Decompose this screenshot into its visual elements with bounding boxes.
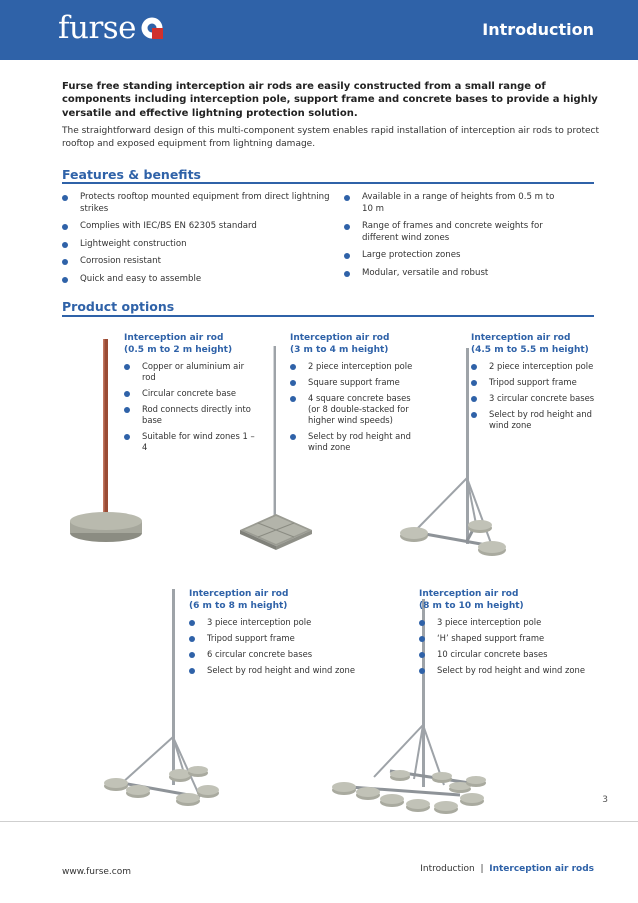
list-item: Copper or aluminium air rod [124, 361, 259, 383]
list-item: Tripod support frame [471, 377, 601, 388]
bullet-icon [189, 620, 195, 626]
bullet-icon [471, 380, 477, 386]
footer-website: www.furse.com [62, 867, 131, 877]
list-item: Available in a range of heights from 0.5 m to 10 m [344, 192, 564, 215]
product-option-5 [419, 589, 594, 681]
list-item: Large protection zones [344, 250, 564, 262]
product-height: (3 m to 4 m height) [290, 344, 389, 355]
footer-breadcrumb [420, 864, 594, 874]
product-title: Interception air rod [124, 333, 224, 343]
list-item: 10 circular concrete bases [419, 649, 594, 660]
page-number: 3 [602, 795, 608, 805]
bullet-icon [62, 277, 68, 283]
furse-logo-mark-icon [141, 17, 163, 39]
bullet-icon [344, 224, 350, 230]
bullet-icon [124, 391, 130, 397]
page-title: Introduction [482, 20, 594, 39]
list-item: 3 circular concrete bases [471, 393, 601, 404]
bullet-icon [344, 271, 350, 277]
product-title: Interception air rod [419, 589, 519, 599]
list-item: Tripod support frame [189, 633, 364, 644]
bullet-icon [419, 668, 425, 674]
list-item: Modular, versatile and robust [344, 268, 564, 280]
features-divider [62, 182, 594, 184]
list-item: Protects rooftop mounted equipment from direct lightning strikes [62, 192, 332, 215]
product-option-3 [471, 333, 601, 436]
footer-section: Introduction [420, 864, 475, 874]
list-item: Circular concrete base [124, 388, 259, 399]
furse-logo: furse [58, 10, 137, 46]
list-item: 2 piece interception pole [290, 361, 425, 372]
list-item: 2 piece interception pole [471, 361, 601, 372]
list-item: Corrosion resistant [62, 256, 332, 268]
bullet-icon [62, 195, 68, 201]
products-divider [62, 315, 594, 317]
intro-body: The straightforward design of this multi-component system enables rapid installation of interception air rods to protect rooftop and exposed equipment from lightning damage. [62, 126, 600, 149]
list-item: Complies with IEC/BS EN 62305 standard [62, 221, 332, 233]
product-height: (8 m to 10 m height) [419, 600, 524, 611]
bullet-icon [62, 224, 68, 230]
product-height: (4.5 m to 5.5 m height) [471, 344, 589, 355]
list-item: Quick and easy to assemble [62, 274, 332, 286]
list-item: ‘H’ shaped support frame [419, 633, 594, 644]
list-item: Range of frames and concrete weights for different wind zones [344, 221, 564, 244]
list-item: Lightweight construction [62, 239, 332, 251]
bullet-icon [290, 434, 296, 440]
list-item: Square support frame [290, 377, 425, 388]
bullet-icon [290, 396, 296, 402]
list-item: Select by rod height and wind zone [189, 665, 364, 676]
product-height: (0.5 m to 2 m height) [124, 344, 233, 355]
product-title: Interception air rod [471, 333, 571, 343]
bullet-icon [189, 636, 195, 642]
bullet-icon [344, 253, 350, 259]
product-title: Interception air rod [290, 333, 390, 343]
product-height: (6 m to 8 m height) [189, 600, 288, 611]
products-heading: Product options [62, 299, 175, 314]
bullet-icon [344, 195, 350, 201]
product-features [471, 361, 601, 431]
bullet-icon [419, 636, 425, 642]
bullet-icon [189, 652, 195, 658]
intro-lead: Furse free standing interception air rods are easily constructed from a small range of components including interception pole, support frame and concrete bases to provide a highly versatile and effective lightning protection solution. [62, 81, 598, 119]
bullet-icon [419, 652, 425, 658]
bullet-icon [189, 668, 195, 674]
features-list-right [344, 192, 564, 285]
header-bar [0, 0, 638, 60]
bullet-icon [290, 364, 296, 370]
bullet-icon [419, 620, 425, 626]
product-title: Interception air rod [189, 589, 289, 599]
bullet-icon [471, 364, 477, 370]
list-item: 3 piece interception pole [189, 617, 364, 628]
list-item: 4 square concrete bases (or 8 double-stacked for higher wind speeds) [290, 393, 425, 426]
bullet-icon [62, 242, 68, 248]
product-features [419, 617, 594, 676]
bullet-icon [471, 396, 477, 402]
list-item: Select by rod height and wind zone [419, 665, 594, 676]
footer-separator: | [480, 864, 484, 874]
bullet-icon [124, 364, 130, 370]
list-item: Select by rod height and wind zone [290, 431, 425, 453]
bullet-icon [124, 434, 130, 440]
list-item: Select by rod height and wind zone [471, 409, 601, 431]
list-item: 3 piece interception pole [419, 617, 594, 628]
bullet-icon [471, 412, 477, 418]
features-list-left [62, 192, 332, 291]
bullet-icon [124, 407, 130, 413]
list-item: 6 circular concrete bases [189, 649, 364, 660]
footer-divider [0, 821, 638, 822]
bullet-icon [62, 259, 68, 265]
list-item: Rod connects directly into base [124, 404, 259, 426]
footer-topic: Interception air rods [489, 864, 594, 874]
list-item: Suitable for wind zones 1 – 4 [124, 431, 259, 453]
bullet-icon [290, 380, 296, 386]
features-heading: Features & benefits [62, 167, 201, 182]
